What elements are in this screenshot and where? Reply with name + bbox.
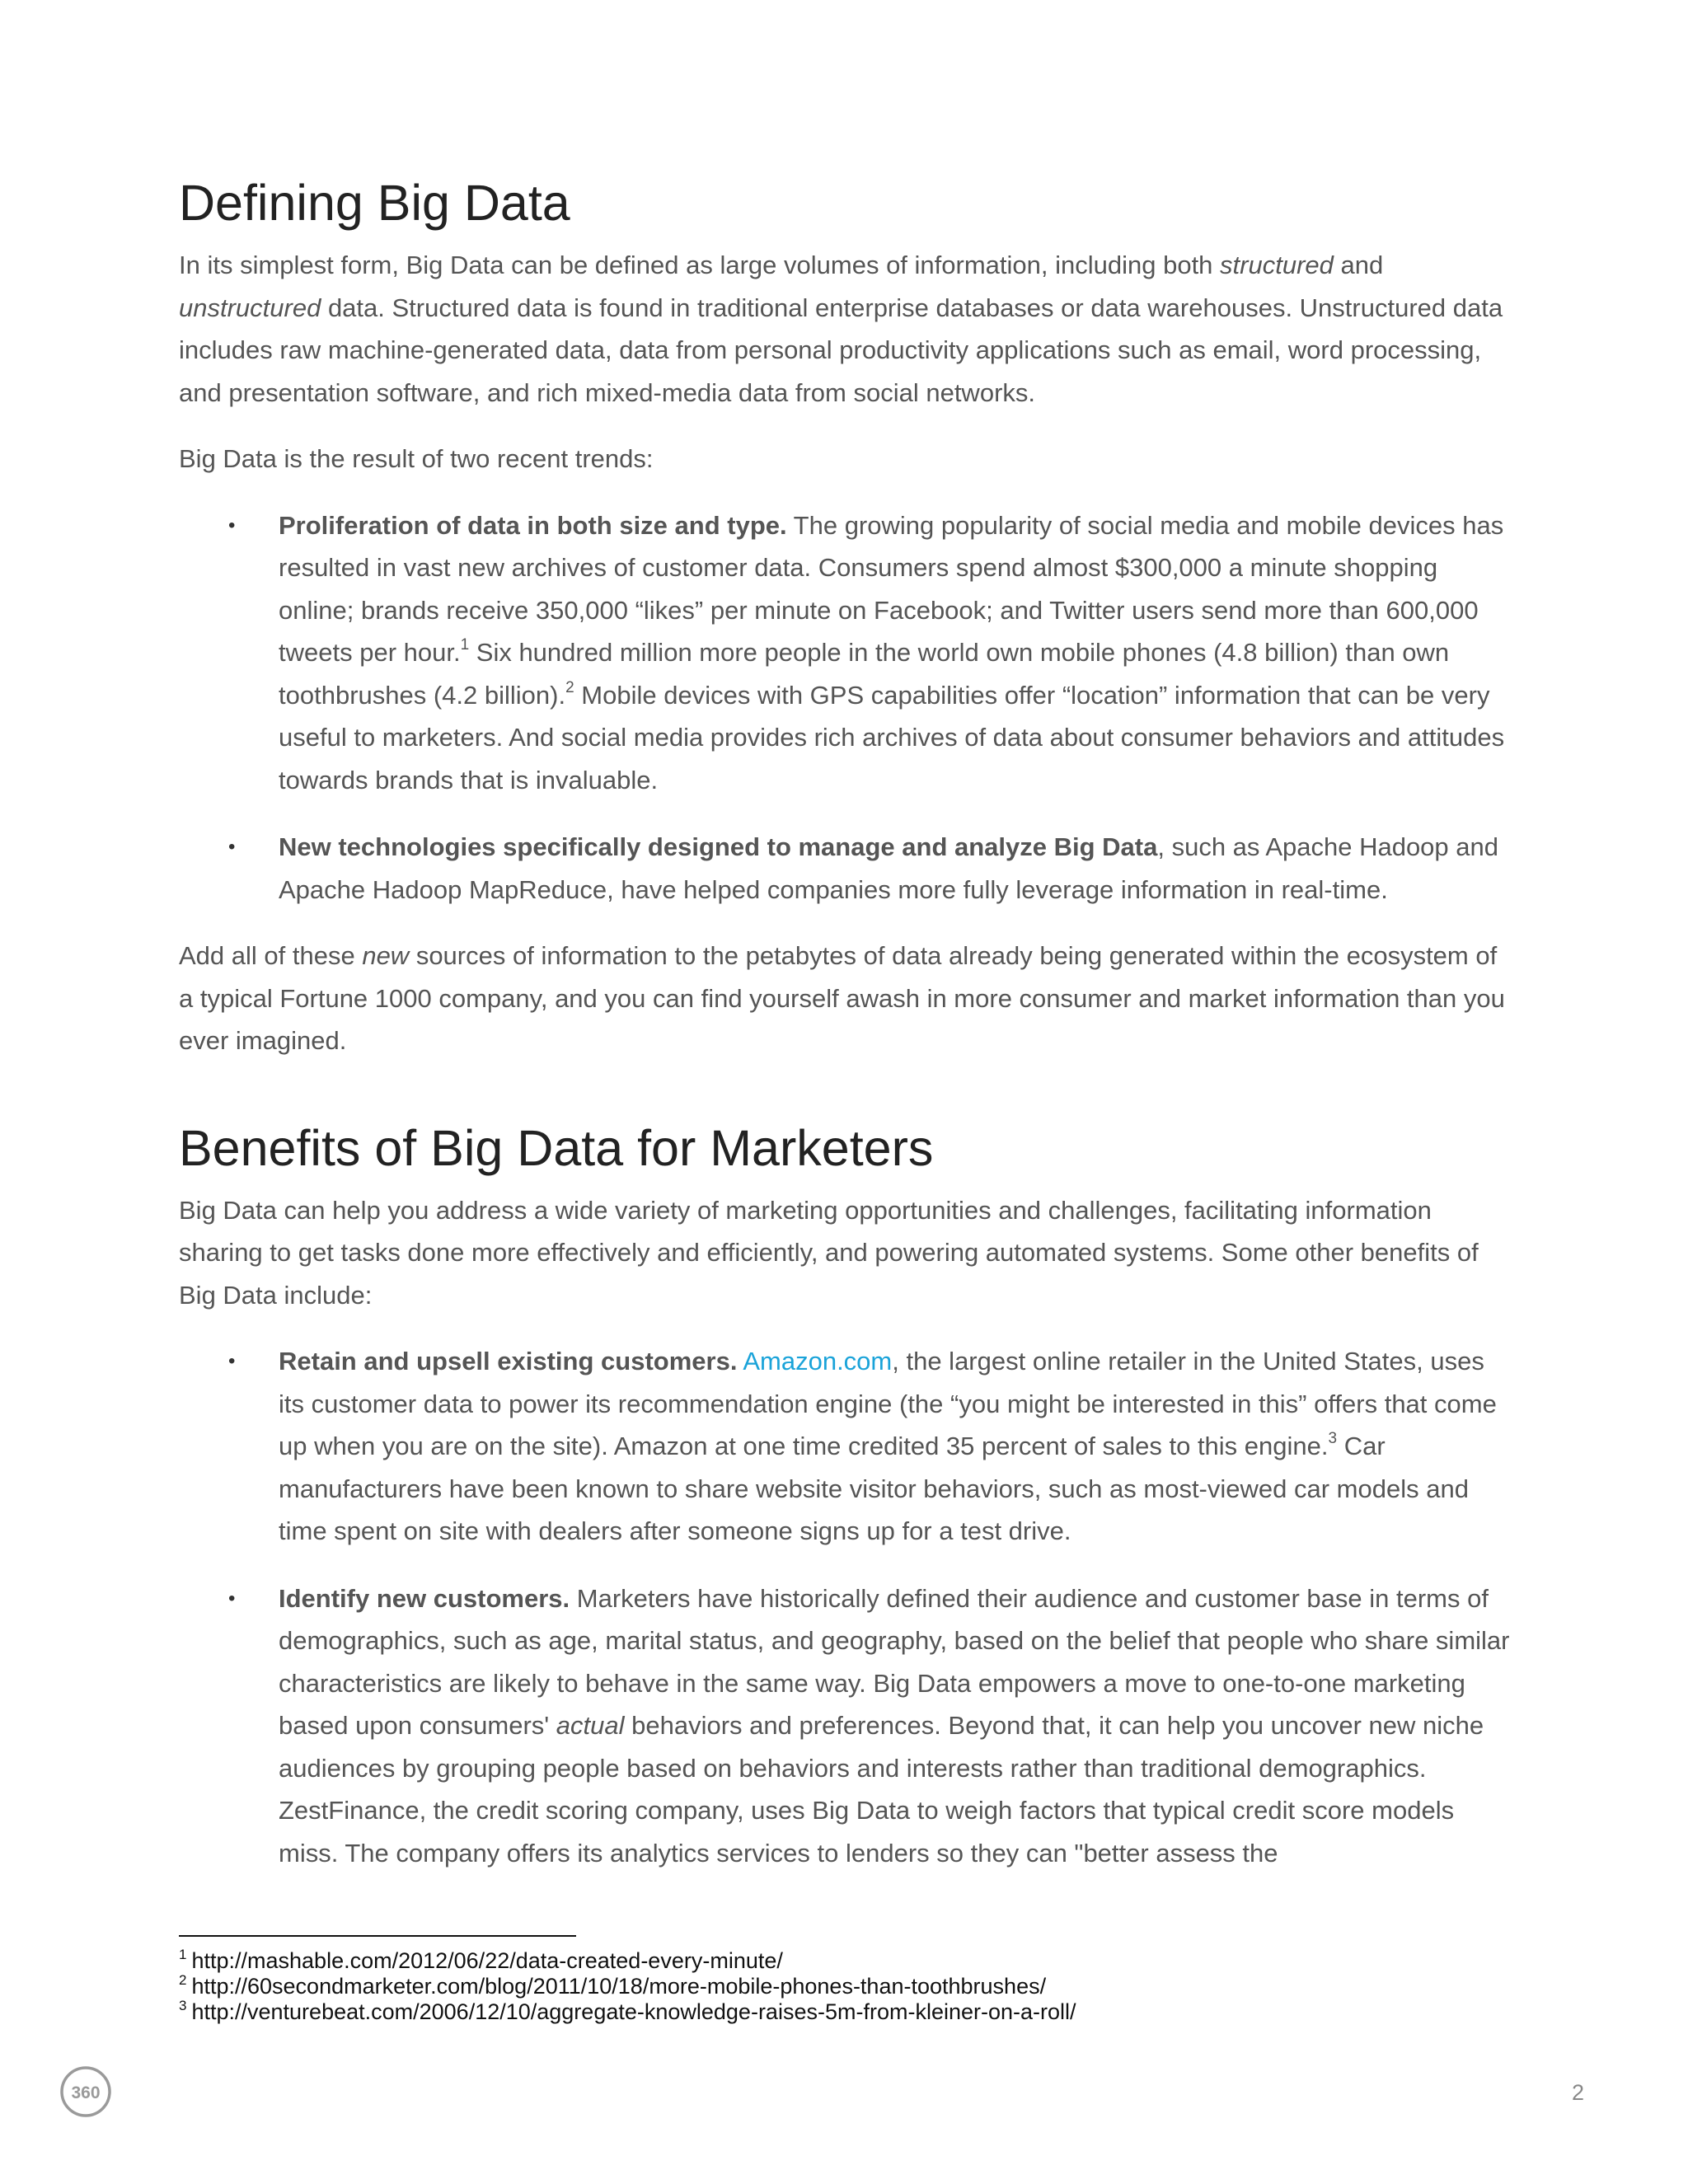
bold-lead: Retain and upsell existing customers.	[279, 1347, 738, 1376]
footnote-ref-3[interactable]: 3	[1328, 1430, 1338, 1447]
paragraph-benefits-intro: Big Data can help you address a wide variety of marketing opportunities and challenges, facilitating information sharing to get tasks done more effectively and efficiently, and powering automated systems. Some other benefits of Big Data include:	[179, 1195, 1479, 1310]
text-run: Six hundred million more people in the world own mobile phones (4.8 billion) than own toothbrushes (4.2 billion).	[279, 638, 1450, 710]
text-run: , such as Apache Hadoop and Apache Hadoop MapReduce, have helped companies more fully leverage information in real-time.	[279, 832, 1499, 904]
list-item-retain-upsell	[179, 1340, 1514, 1553]
benefits-list	[179, 1340, 1514, 1874]
bold-lead: Identify new customers.	[279, 1583, 570, 1613]
bold-lead: Proliferation of data in both size and type.	[279, 510, 787, 540]
logo-graphic	[59, 2065, 112, 2118]
paragraph-fortune-1000	[179, 935, 1514, 1062]
footnote-3[interactable]	[179, 1999, 1514, 2025]
text-run: Marketers have historically defined their audience and customer base in terms of demographics, such as age, marital status, and geography, based on the belief that people who share similar characteristics are likely to behave in the same way. Big Data empowers a move to one-to-one marketing based upon consumers'	[279, 1583, 1510, 1740]
emphasis-unstructured: unstructured	[179, 293, 321, 322]
text-run: data. Structured data is found in traditional enterprise databases or data warehouses. Unstructured data includes raw machine-generated data, data from personal productivity applications such as email, word processing, and presentation software, and rich mixed-media data from social networks.	[179, 293, 1503, 407]
text-run: and	[1333, 251, 1384, 279]
bullet-marker: •	[228, 836, 236, 858]
360-logo-icon	[59, 2065, 112, 2118]
logo-text: 360	[71, 2083, 101, 2102]
footnote-ref-1[interactable]: 1	[460, 636, 470, 654]
document-page	[179, 173, 1514, 1874]
bold-lead: New technologies specifically designed to manage and analyze Big Data	[279, 832, 1158, 861]
emphasis-actual: actual	[556, 1711, 625, 1740]
page-number: 2	[1571, 2080, 1584, 2105]
footnote-2[interactable]	[179, 1974, 1514, 1999]
amazon-link[interactable]: Amazon.com	[743, 1347, 893, 1376]
section-title-benefits: Benefits of Big Data for Marketers	[179, 1119, 934, 1176]
list-item-new-technologies	[179, 826, 1514, 911]
list-item-proliferation	[179, 504, 1514, 802]
footnote-divider	[179, 1935, 576, 1937]
paragraph-trends-intro: Big Data is the result of two recent trends:	[179, 444, 654, 473]
emphasis-new: new	[362, 941, 410, 970]
footnote-number: 2	[179, 1972, 187, 1988]
footnote-ref-2[interactable]: 2	[565, 678, 574, 696]
text-run: In its simplest form, Big Data can be defined as large volumes of information, including both	[179, 251, 1221, 279]
bullet-marker: •	[228, 1350, 236, 1372]
footnote-number: 1	[179, 1947, 187, 1962]
trends-list	[179, 504, 1514, 912]
text-run: behaviors and preferences. Beyond that, it can help you uncover new niche audiences by grouping people based on behaviors and interests rather than traditional demographics. ZestFinance, the credit scoring company, uses Big Data to weigh factors that typical credit score models miss. The company offers its analytics services to lenders so they can "better assess the	[279, 1711, 1484, 1868]
footnotes	[179, 1935, 1514, 2025]
bullet-marker: •	[228, 1586, 236, 1610]
text-run: , the largest online retailer in the United States, uses its customer data to power its recommendation engine (the “you might be interested in this” offers that come up when you are on the site). Amazon at one time credited 35 percent of sales to this engine.	[279, 1347, 1497, 1460]
text-run: Mobile devices with GPS capabilities offer “location” information that can be very useful to marketers. And social media provides rich archives of data about consumer behaviors and attitudes towards brands that is invaluable.	[279, 680, 1505, 794]
footnote-1[interactable]	[179, 1948, 1514, 1974]
text-run: Car manufacturers have been known to share website visitor behaviors, such as most-viewed car models and time spent on site with dealers after someone signs up for a test drive.	[279, 1432, 1469, 1545]
list-item-identify-customers	[179, 1577, 1514, 1875]
footnote-url[interactable]: http://venturebeat.com/2006/12/10/aggregate-knowledge-raises-5m-from-kleiner-on-a-roll/	[191, 1999, 1076, 2024]
text-run: sources of information to the petabytes of data already being generated within the ecosystem of a typical Fortune 1000 company, and you can find yourself awash in more consumer and market information than you ever imagined.	[179, 941, 1505, 1055]
paragraph-definition	[179, 244, 1514, 414]
text-run: The growing popularity of social media and mobile devices has resulted in vast new archives of customer data. Consumers spend almost $300,000 a minute shopping online; brands receive 350,000 “likes” per minute on Facebook; and Twitter users send more than 600,000 tweets per hour.	[279, 510, 1504, 667]
footnote-url[interactable]: http://mashable.com/2012/06/22/data-created-every-minute/	[191, 1948, 783, 1973]
footnote-number: 3	[179, 1998, 187, 2013]
section-title-defining-big-data: Defining Big Data	[179, 175, 570, 231]
emphasis-structured: structured	[1220, 251, 1334, 279]
footnote-url[interactable]: http://60secondmarketer.com/blog/2011/10/18/more-mobile-phones-than-toothbrushes/	[191, 1974, 1047, 1999]
bullet-marker: •	[228, 513, 236, 537]
text-run: Add all of these	[179, 941, 363, 970]
